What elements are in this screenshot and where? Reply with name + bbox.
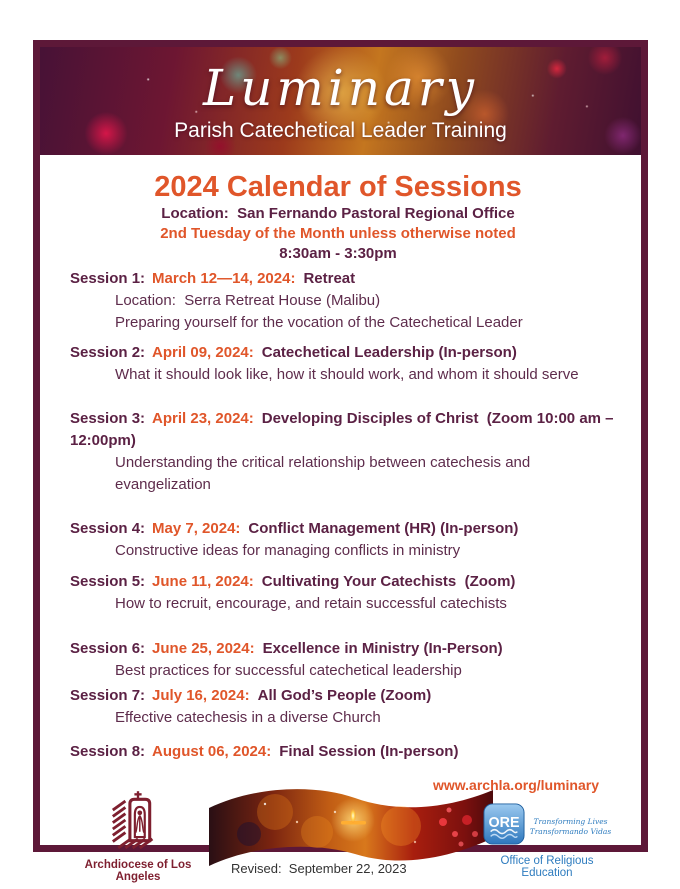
session-6-heading <box>70 638 621 660</box>
session-1-description: Preparing yourself for the vocation of the Catechetical Leader <box>115 314 523 331</box>
session-4-description: Constructive ideas for managing conflicts in ministry <box>115 542 461 559</box>
session-title: Catechetical Leadership (In-person) <box>261 344 517 361</box>
session-2-heading <box>70 342 621 364</box>
revised-date: Revised: September 22, 2023 <box>231 861 407 876</box>
header-block <box>55 170 621 264</box>
session-5 <box>55 571 621 615</box>
session-2-description: What it should look like, how it should work, and whom it should serve <box>115 366 579 383</box>
session-8-heading <box>70 741 621 763</box>
session-1-heading <box>70 268 621 290</box>
session-date: June 11, 2024: <box>152 573 254 590</box>
session-label: Session 6: <box>70 640 146 657</box>
session-date: July 16, 2024: <box>152 687 250 704</box>
banner-subtitle: Parish Catechetical Leader Training <box>174 119 507 142</box>
session-7-heading <box>70 685 621 707</box>
session-2 <box>55 342 621 386</box>
candle-ribbon-image <box>205 782 497 867</box>
session-4 <box>55 518 621 562</box>
session-title: Excellence in Ministry (In-Person) <box>262 640 503 657</box>
session-date: June 25, 2024: <box>152 640 255 657</box>
session-5-description: How to recruit, encourage, and retain successful catechists <box>115 595 507 612</box>
luminary-url-link[interactable]: www.archla.org/luminary <box>433 777 599 793</box>
banner <box>40 47 641 155</box>
session-title: Retreat <box>303 270 356 287</box>
session-1 <box>55 268 621 334</box>
calendar-title: 2024 Calendar of Sessions <box>154 171 522 203</box>
session-label: Session 5: <box>70 573 146 590</box>
session-date: May 7, 2024: <box>152 520 241 537</box>
session-5-heading <box>70 571 621 593</box>
session-title: All God’s People (Zoom) <box>257 687 432 704</box>
session-8 <box>55 741 621 763</box>
session-label: Session 3: <box>70 410 146 427</box>
ore-tagline-spanish: Transformando Vidas <box>529 826 612 836</box>
content-area <box>40 155 641 885</box>
session-7-description: Effective catechesis in a diverse Church <box>115 709 381 726</box>
session-date: March 12—14, 2024: <box>152 270 296 287</box>
session-3-heading <box>70 408 621 452</box>
office-label: Office of Religious Education <box>500 855 594 879</box>
session-3-description: Understanding the critical relationship between catechesis and evangelization <box>115 454 531 493</box>
flyer-frame <box>33 40 648 883</box>
session-label: Session 4: <box>70 520 146 537</box>
session-title: Developing Disciples of Christ (Zoom 10:00 am –12:00pm) <box>70 410 614 449</box>
session-6-description: Best practices for successful catechetical leadership <box>115 662 462 679</box>
session-date: April 23, 2024: <box>152 410 254 427</box>
archdiocese-logo-icon <box>111 838 165 855</box>
session-6 <box>55 638 621 682</box>
session-title: Conflict Management (HR) (In-person) <box>248 520 519 537</box>
footer <box>55 777 621 885</box>
svg-text:ORE: ORE <box>488 814 520 831</box>
schedule-note: 2nd Tuesday of the Month unless otherwise noted <box>160 225 516 242</box>
session-label: Session 8: <box>70 743 146 760</box>
session-label: Session 2: <box>70 344 146 361</box>
session-title: Cultivating Your Catechists (Zoom) <box>261 573 516 590</box>
session-date: April 09, 2024: <box>152 344 254 361</box>
ore-block <box>481 803 613 879</box>
location-line: Location: San Fernando Pastoral Regional Office <box>161 205 515 222</box>
archdiocese-label: Archdiocese of Los Angeles <box>84 859 192 883</box>
time-line: 8:30am - 3:30pm <box>279 245 397 262</box>
session-label: Session 1: <box>70 270 146 287</box>
session-date: August 06, 2024: <box>152 743 272 760</box>
session-1-location: Location: Serra Retreat House (Malibu) <box>115 292 381 309</box>
banner-title: Luminary <box>203 59 478 117</box>
session-7 <box>55 685 621 729</box>
session-4-heading <box>70 518 621 540</box>
ore-taglines <box>530 817 612 837</box>
session-title: Final Session (In-person) <box>279 743 459 760</box>
ore-logo-icon <box>483 803 525 850</box>
session-label: Session 7: <box>70 687 146 704</box>
archdiocese-block <box>71 789 205 883</box>
session-3 <box>55 408 621 496</box>
ore-tagline-english: Transforming Lives <box>533 816 608 826</box>
